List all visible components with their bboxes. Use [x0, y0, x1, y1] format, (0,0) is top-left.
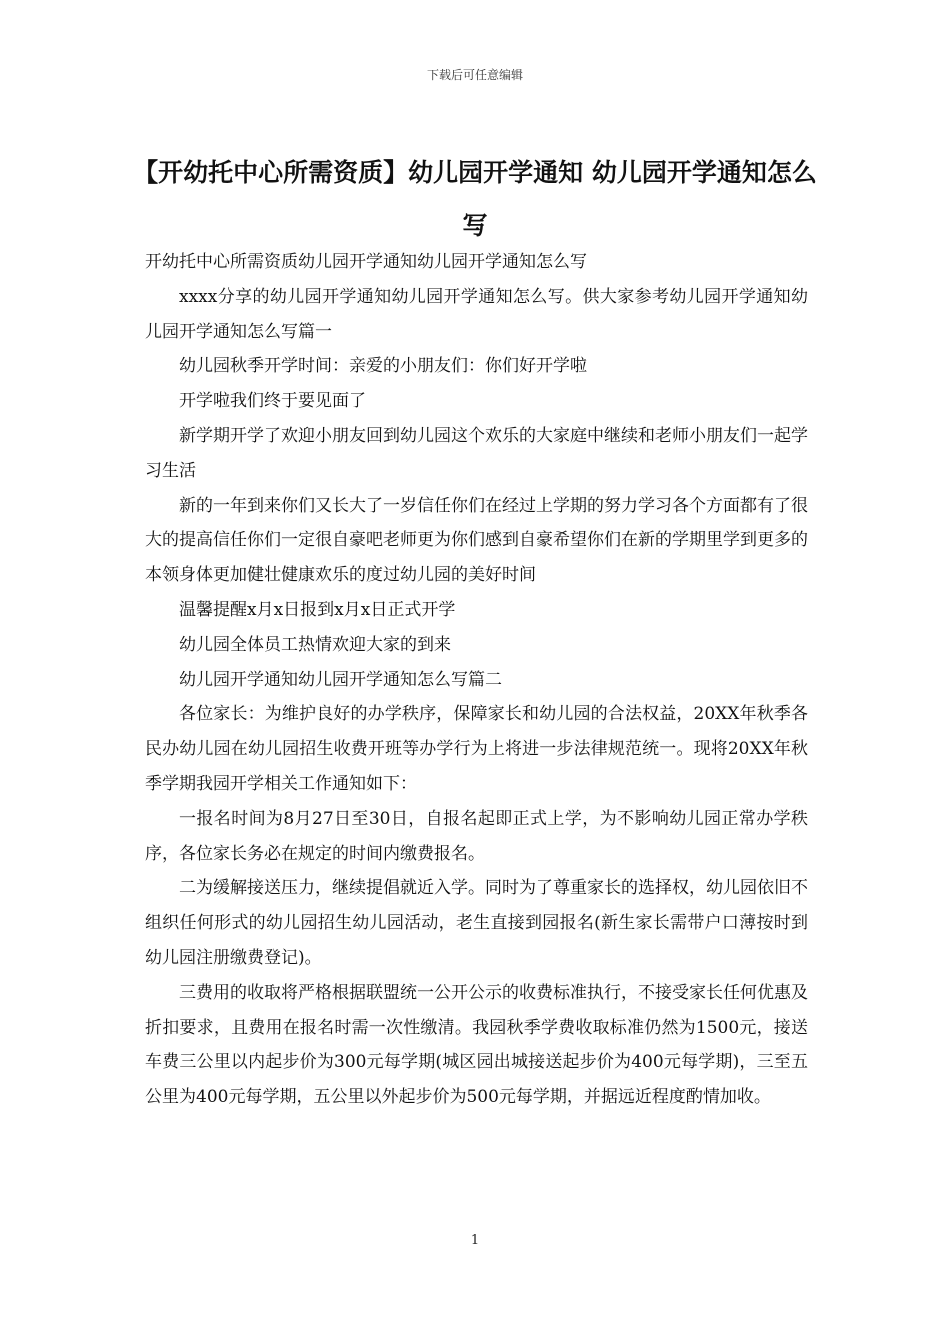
paragraph: 一报名时间为8月27日至30日，自报名起即正式上学，为不影响幼儿园正常办学秩序，各位家长务必在规定的时间内缴费报名。	[145, 808, 808, 864]
page-header: 下载后可任意编辑	[426, 68, 523, 82]
document-title: 【开幼托中心所需资质】幼儿园开学通知 幼儿园开学通知怎么写	[133, 158, 817, 240]
paragraph: 开学啦我们终于要见面了	[179, 391, 366, 412]
paragraph: 新学期开学了欢迎小朋友回到幼儿园这个欢乐的大家庭中继续和老师小朋友们一起学习生活	[145, 425, 808, 481]
paragraph: 各位家长：为维护良好的办学秩序，保障家长和幼儿园的合法权益，20XX年秋季各民办幼儿园在幼儿园招生收费开班等办学行为上将进一步法律规范统一。现将20XX年秋季学期我园开学相关工作通知如下：	[145, 704, 808, 794]
paragraph: xxxx分享的幼儿园开学通知幼儿园开学通知怎么写。供大家参考幼儿园开学通知幼儿园开学通知怎么写篇一	[145, 286, 808, 342]
paragraph: 新的一年到来你们又长大了一岁信任你们在经过上学期的努力学习各个方面都有了很大的提高信任你们一定很自豪吧老师更为你们感到自豪希望你们在新的学期里学到更多的本领身体更加健壮健康欢乐的度过幼儿园的美好时间	[145, 495, 808, 586]
page-number: 1	[470, 1233, 480, 1248]
paragraph: 开幼托中心所需资质幼儿园开学通知幼儿园开学通知怎么写	[145, 252, 587, 272]
paragraph: 温馨提醒x月x日报到x月x日正式开学	[179, 599, 456, 620]
paragraph: 幼儿园秋季开学时间：亲爱的小朋友们：你们好开学啦	[179, 356, 587, 377]
document-body	[145, 245, 808, 1115]
paragraph: 幼儿园全体员工热情欢迎大家的到来	[179, 634, 451, 655]
paragraph: 幼儿园开学通知幼儿园开学通知怎么写篇二	[179, 669, 502, 690]
paragraph: 二为缓解接送压力，继续提倡就近入学。同时为了尊重家长的选择权，幼儿园依旧不组织任何形式的幼儿园招生幼儿园活动，老生直接到园报名(新生家长需带户口薄按时到幼儿园注册缴费登记)。	[145, 878, 808, 968]
paragraph: 三费用的收取将严格根据联盟统一公开公示的收费标准执行，不接受家长任何优惠及折扣要求，且费用在报名时需一次性缴清。我园秋季学费收取标准仍然为1500元，接送车费三公里以内起步价为300元每学期(城区园出城接送起步价为400元每学期)，三至五公里为400元每学期，五公里以外起步价为500元每学期，并据远近程度酌情加收。	[145, 982, 808, 1108]
